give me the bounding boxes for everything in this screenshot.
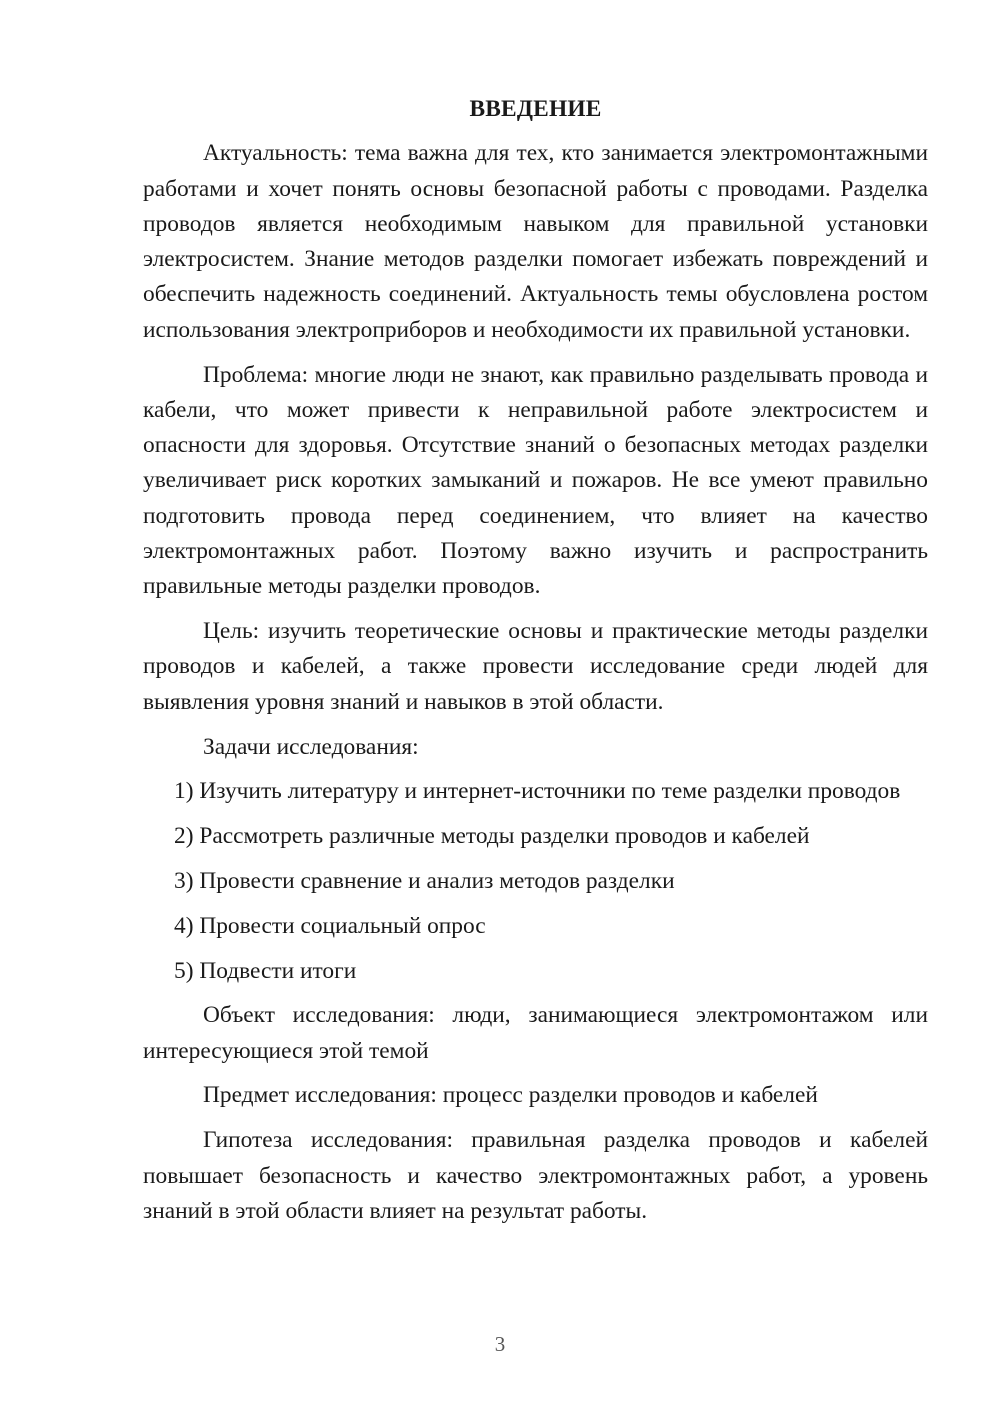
goal-paragraph: Цель: изучить теоретические основы и практические методы разделки проводов и кабелей, а также провести исследование среди людей для выявления уровня знаний и навыков в этой области. bbox=[143, 618, 928, 715]
subject-paragraph: Предмет исследования: процесс разделки проводов и кабелей bbox=[203, 1082, 818, 1109]
task-item-1: 1) Изучить литературу и интернет-источники по теме разделки проводов bbox=[174, 778, 901, 805]
task-item-2: 2) Рассмотреть различные методы разделки проводов и кабелей bbox=[174, 823, 810, 850]
tasks-list bbox=[143, 774, 928, 988]
document-page bbox=[143, 92, 928, 1239]
task-item-4: 4) Провести социальный опрос bbox=[174, 912, 486, 939]
section-title: ВВЕДЕНИЕ bbox=[469, 96, 602, 122]
task-item-3: 3) Провести сравнение и анализ методов разделки bbox=[174, 867, 675, 894]
tasks-heading: Задачи исследования: bbox=[203, 733, 419, 760]
relevance-paragraph: Актуальность: тема важна для тех, кто занимается электромонтажными работами и хочет понять основы безопасной работы с проводами. Разделка проводов является необходимым навыком для правильной установки электросистем. Знание методов разделки помогает избежать повреждений и обеспечить надежность соединений. Актуальность темы обусловлена ростом использования электроприборов и необходимости их правильной установки. bbox=[143, 140, 928, 343]
problem-paragraph: Проблема: многие люди не знают, как правильно разделывать провода и кабели, что может привести к неправильной работе электросистем и опасности для здоровья. Отсутствие знаний о безопасных методах разделки увеличивает риск коротких замыканий и пожаров. Не все умеют правильно подготовить провода перед соединением, что влияет на качество электромонтажных работ. Поэтому важно изучить и распространить правильные методы разделки проводов. bbox=[143, 361, 928, 600]
object-paragraph: Объект исследования: люди, занимающиеся электромонтажом или интересующиеся этой темой bbox=[143, 1002, 928, 1064]
task-item-5: 5) Подвести итоги bbox=[174, 957, 357, 984]
page-number: 3 bbox=[494, 1332, 506, 1356]
hypothesis-paragraph: Гипотеза исследования: правильная разделка проводов и кабелей повышает безопасность и качество электромонтажных работ, а уровень знаний в этой области влияет на результат работы. bbox=[143, 1127, 928, 1224]
